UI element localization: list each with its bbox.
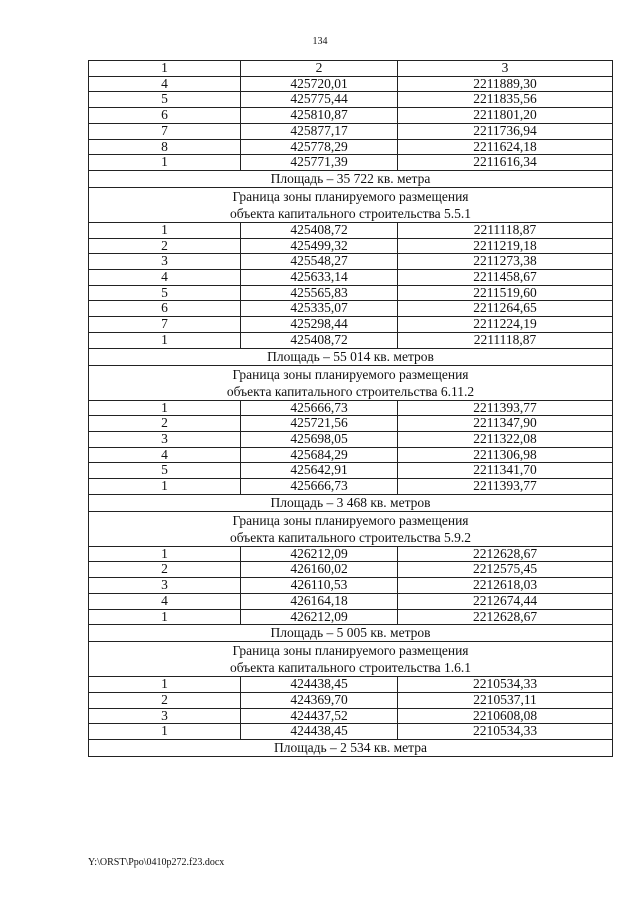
y-coordinate: 2212628,67: [398, 546, 613, 562]
y-coordinate: 2211519,60: [398, 285, 613, 301]
point-number: 2: [89, 416, 241, 432]
header-col-3: 3: [398, 61, 613, 77]
coordinate-row: [89, 463, 613, 479]
point-number: 3: [89, 431, 241, 447]
y-coordinate: 2211219,18: [398, 238, 613, 254]
x-coordinate: 425666,73: [241, 400, 398, 416]
x-coordinate: 425642,91: [241, 463, 398, 479]
y-coordinate: 2211273,38: [398, 254, 613, 270]
x-coordinate: 424437,52: [241, 708, 398, 724]
point-number: 1: [89, 609, 241, 625]
x-coordinate: 425877,17: [241, 123, 398, 139]
point-number: 1: [89, 400, 241, 416]
coordinate-row: [89, 238, 613, 254]
x-coordinate: 425771,39: [241, 155, 398, 171]
point-number: 4: [89, 76, 241, 92]
x-coordinate: 426212,09: [241, 609, 398, 625]
coordinate-row: [89, 155, 613, 171]
coordinate-row: [89, 270, 613, 286]
section-title-row: [89, 187, 613, 222]
header-col-1: 1: [89, 61, 241, 77]
point-number: 5: [89, 92, 241, 108]
y-coordinate: 2211306,98: [398, 447, 613, 463]
point-number: 1: [89, 222, 241, 238]
y-coordinate: 2210608,08: [398, 708, 613, 724]
x-coordinate: 425720,01: [241, 76, 398, 92]
x-coordinate: 425666,73: [241, 479, 398, 495]
y-coordinate: 2211624,18: [398, 139, 613, 155]
y-coordinate: 2210534,33: [398, 677, 613, 693]
header-row: [89, 61, 613, 77]
point-number: 5: [89, 463, 241, 479]
area-text: Площадь – 55 014 кв. метров: [89, 348, 613, 365]
x-coordinate: 425684,29: [241, 447, 398, 463]
coordinate-row: [89, 708, 613, 724]
y-coordinate: 2212618,03: [398, 578, 613, 594]
x-coordinate: 426164,18: [241, 593, 398, 609]
coordinate-row: [89, 677, 613, 693]
coordinate-row: [89, 692, 613, 708]
coordinates-table: [88, 60, 613, 757]
x-coordinate: 425778,29: [241, 139, 398, 155]
point-number: 1: [89, 155, 241, 171]
point-number: 6: [89, 301, 241, 317]
y-coordinate: 2211118,87: [398, 332, 613, 348]
x-coordinate: 425633,14: [241, 270, 398, 286]
coordinate-row: [89, 431, 613, 447]
point-number: 1: [89, 546, 241, 562]
point-number: 3: [89, 254, 241, 270]
point-number: 1: [89, 724, 241, 740]
section-title: [89, 187, 613, 222]
coordinate-row: [89, 447, 613, 463]
y-coordinate: 2211341,70: [398, 463, 613, 479]
x-coordinate: 426212,09: [241, 546, 398, 562]
point-number: 7: [89, 123, 241, 139]
x-coordinate: 425499,32: [241, 238, 398, 254]
point-number: 4: [89, 447, 241, 463]
x-coordinate: 424438,45: [241, 677, 398, 693]
section-title-line: объекта капитального строительства 5.9.2: [229, 529, 472, 545]
section-title-line: объекта капитального строительства 6.11.2: [226, 383, 475, 399]
coordinate-row: [89, 479, 613, 495]
coordinate-row: [89, 108, 613, 124]
point-number: 4: [89, 593, 241, 609]
coordinate-row: [89, 139, 613, 155]
section-title: [89, 642, 613, 677]
section-title-line: объекта капитального строительства 5.5.1: [229, 205, 472, 221]
point-number: 2: [89, 692, 241, 708]
coordinate-row: [89, 301, 613, 317]
y-coordinate: 2211458,67: [398, 270, 613, 286]
x-coordinate: 425408,72: [241, 222, 398, 238]
section-title-row: [89, 365, 613, 400]
x-coordinate: 425298,44: [241, 317, 398, 333]
y-coordinate: 2211393,77: [398, 479, 613, 495]
point-number: 4: [89, 270, 241, 286]
coordinate-row: [89, 76, 613, 92]
page-number: 134: [312, 36, 328, 47]
x-coordinate: 424369,70: [241, 692, 398, 708]
point-number: 1: [89, 332, 241, 348]
coordinate-row: [89, 400, 613, 416]
point-number: 3: [89, 708, 241, 724]
point-number: 1: [89, 479, 241, 495]
x-coordinate: 425408,72: [241, 332, 398, 348]
x-coordinate: 425810,87: [241, 108, 398, 124]
coordinate-row: [89, 285, 613, 301]
point-number: 8: [89, 139, 241, 155]
point-number: 6: [89, 108, 241, 124]
coordinates-table-body: [89, 61, 613, 757]
point-number: 7: [89, 317, 241, 333]
coordinate-row: [89, 609, 613, 625]
y-coordinate: 2211224,19: [398, 317, 613, 333]
area-row: [89, 625, 613, 642]
y-coordinate: 2211835,56: [398, 92, 613, 108]
y-coordinate: 2211264,65: [398, 301, 613, 317]
coordinate-row: [89, 123, 613, 139]
point-number: 1: [89, 677, 241, 693]
section-title-line: Граница зоны планируемого размещения: [232, 643, 469, 659]
coordinate-row: [89, 724, 613, 740]
section-title-line: Граница зоны планируемого размещения: [232, 512, 469, 528]
point-number: 3: [89, 578, 241, 594]
y-coordinate: 2211801,20: [398, 108, 613, 124]
section-title: [89, 365, 613, 400]
area-text: Площадь – 5 005 кв. метров: [89, 625, 613, 642]
section-title-line: объекта капитального строительства 1.6.1: [229, 660, 472, 676]
y-coordinate: 2211322,08: [398, 431, 613, 447]
x-coordinate: 425721,56: [241, 416, 398, 432]
area-row: [89, 170, 613, 187]
coordinate-row: [89, 254, 613, 270]
area-row: [89, 494, 613, 511]
y-coordinate: 2212674,44: [398, 593, 613, 609]
header-col-2: 2: [241, 61, 398, 77]
section-title-line: Граница зоны планируемого размещения: [232, 188, 469, 204]
file-path-footer: Y:\ORST\Ppo\0410p272.f23.docx: [88, 857, 225, 868]
coordinate-row: [89, 546, 613, 562]
y-coordinate: 2211118,87: [398, 222, 613, 238]
coordinate-row: [89, 222, 613, 238]
coordinate-row: [89, 593, 613, 609]
x-coordinate: 426160,02: [241, 562, 398, 578]
coordinate-row: [89, 317, 613, 333]
x-coordinate: 425775,44: [241, 92, 398, 108]
area-text: Площадь – 3 468 кв. метров: [89, 494, 613, 511]
y-coordinate: 2211347,90: [398, 416, 613, 432]
section-title: [89, 511, 613, 546]
y-coordinate: 2211736,94: [398, 123, 613, 139]
point-number: 2: [89, 238, 241, 254]
y-coordinate: 2212628,67: [398, 609, 613, 625]
y-coordinate: 2211393,77: [398, 400, 613, 416]
x-coordinate: 424438,45: [241, 724, 398, 740]
x-coordinate: 425565,83: [241, 285, 398, 301]
point-number: 2: [89, 562, 241, 578]
coordinate-row: [89, 578, 613, 594]
coordinate-row: [89, 416, 613, 432]
coordinate-row: [89, 92, 613, 108]
y-coordinate: 2211616,34: [398, 155, 613, 171]
section-title-row: [89, 642, 613, 677]
point-number: 5: [89, 285, 241, 301]
x-coordinate: 425548,27: [241, 254, 398, 270]
x-coordinate: 426110,53: [241, 578, 398, 594]
x-coordinate: 425698,05: [241, 431, 398, 447]
coordinate-row: [89, 332, 613, 348]
coordinate-row: [89, 562, 613, 578]
area-row: [89, 348, 613, 365]
area-text: Площадь – 2 534 кв. метра: [89, 740, 613, 757]
section-title-line: Граница зоны планируемого размещения: [232, 366, 469, 382]
area-text: Площадь – 35 722 кв. метра: [89, 170, 613, 187]
y-coordinate: 2211889,30: [398, 76, 613, 92]
area-row: [89, 740, 613, 757]
x-coordinate: 425335,07: [241, 301, 398, 317]
section-title-row: [89, 511, 613, 546]
y-coordinate: 2212575,45: [398, 562, 613, 578]
y-coordinate: 2210537,11: [398, 692, 613, 708]
y-coordinate: 2210534,33: [398, 724, 613, 740]
